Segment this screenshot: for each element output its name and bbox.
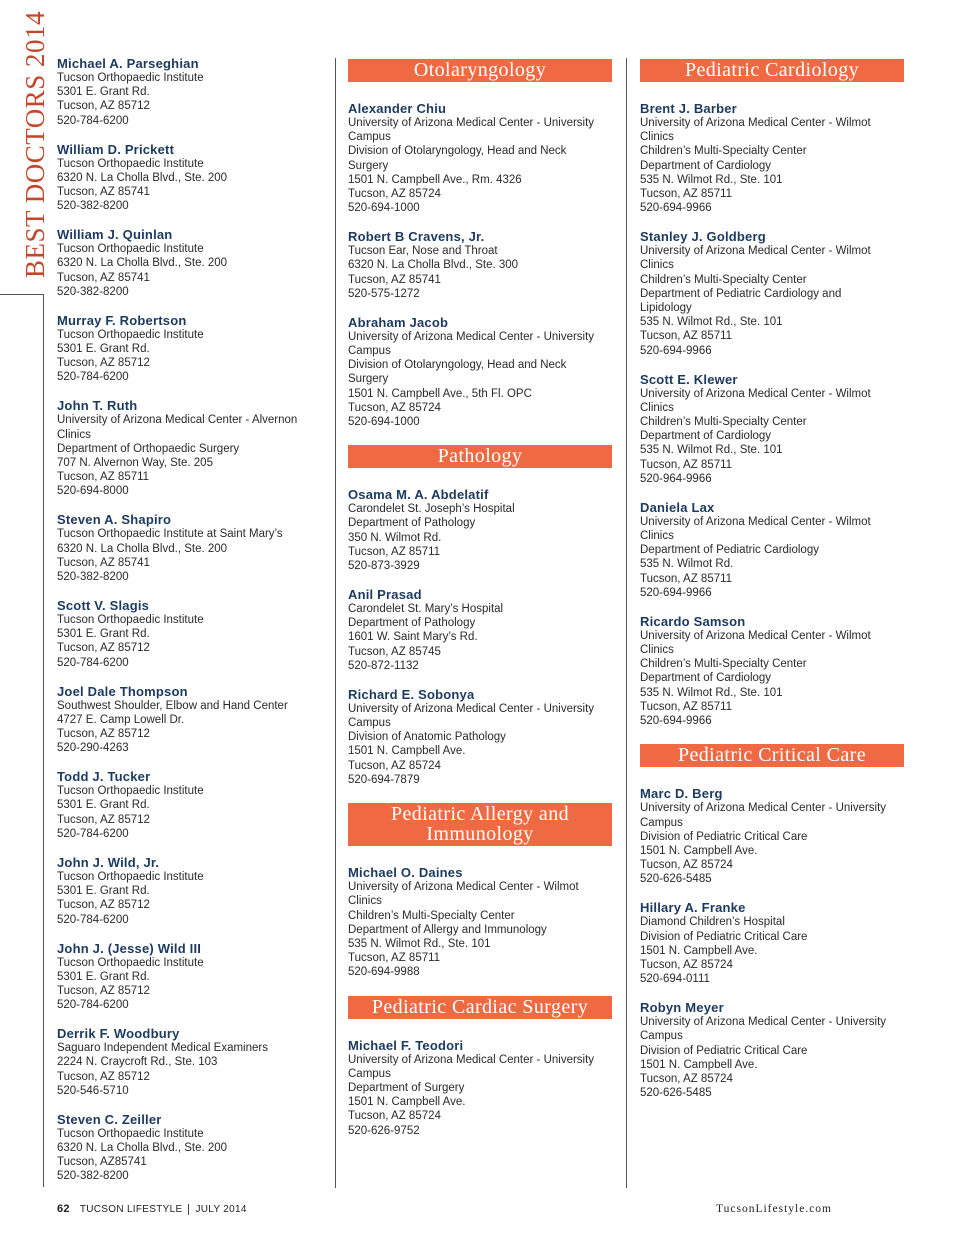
doctor-name: Osama M. A. Abdelatif xyxy=(348,487,489,503)
website-link[interactable]: TucsonLifestyle.com xyxy=(716,1203,832,1215)
doctor-detail-line: 520-784-6200 xyxy=(57,999,129,1012)
doctor-listing xyxy=(348,487,612,573)
doctor-listing xyxy=(348,865,612,979)
doctor-detail-line: Tucson, AZ 85745 xyxy=(348,645,441,658)
doctor-detail-line: Tucson Orthopaedic Institute xyxy=(57,72,204,84)
doctor-listing xyxy=(348,587,612,673)
doctor-detail-line: 520-694-1000 xyxy=(348,202,420,215)
doctor-detail-line: University of Arizona Medical Center - Wilmot xyxy=(640,629,871,642)
doctor-detail-line: Department of Cardiology xyxy=(640,159,772,172)
doctor-detail-line: Clinics xyxy=(57,428,91,441)
doctor-listing xyxy=(348,315,612,429)
section-title-vertical: BEST DOCTORS 2014 xyxy=(20,10,50,278)
doctor-detail-line: 520-694-9966 xyxy=(640,344,712,357)
doctor-detail-line: Campus xyxy=(348,717,391,730)
doctor-detail-line: Department of Allergy and Immunology xyxy=(348,923,547,936)
doctor-name: John J. (Jesse) Wild III xyxy=(57,940,202,956)
doctor-name: John T. Ruth xyxy=(57,398,138,414)
doctor-detail-line: Tucson, AZ 85741 xyxy=(348,273,441,286)
doctor-detail-line: Tucson, AZ 85741 xyxy=(57,556,150,569)
doctor-detail-line: 520-382-8200 xyxy=(57,1170,129,1183)
doctor-detail-line: Clinics xyxy=(640,644,674,657)
doctor-detail-line: 535 N. Wilmot Rd., Ste. 101 xyxy=(348,937,491,950)
doctor-listing xyxy=(57,1112,322,1184)
divider xyxy=(0,294,43,295)
doctor-detail-line: Department of Cardiology xyxy=(640,672,772,685)
column-divider xyxy=(43,294,44,1187)
doctor-detail-line: Southwest Shoulder, Elbow and Hand Center xyxy=(57,699,288,712)
doctor-listing xyxy=(348,229,612,301)
doctor-name: Michael O. Daines xyxy=(348,865,463,881)
doctor-detail-line: 520-694-9966 xyxy=(640,715,712,728)
doctor-detail-line: University of Arizona Medical Center - Wilmot xyxy=(640,515,871,528)
doctor-detail-line: 5301 E. Grant Rd. xyxy=(57,885,150,898)
doctor-name: Alexander Chiu xyxy=(348,101,447,116)
doctor-detail-line: Department of Pathology xyxy=(348,517,476,530)
doctor-detail-line: 520-694-8000 xyxy=(57,485,129,498)
doctor-detail-line: University of Arizona Medical Center - Wilmot xyxy=(640,117,871,129)
doctor-detail-line: Tucson, AZ 85712 xyxy=(57,1070,150,1083)
doctor-detail-line: Division of Otolaryngology, Head and Neck xyxy=(348,359,567,372)
doctor-name: Stanley J. Goldberg xyxy=(640,229,766,245)
doctor-listing xyxy=(640,101,904,215)
doctor-detail-line: 6320 N. La Cholla Blvd., Ste. 300 xyxy=(348,259,519,272)
doctor-detail-line: University of Arizona Medical Center - University xyxy=(348,1053,595,1066)
doctor-name: Ricardo Samson xyxy=(640,613,746,629)
doctor-detail-line: Tucson Orthopaedic Institute xyxy=(57,1127,204,1140)
doctor-name: William D. Prickett xyxy=(57,141,175,157)
doctor-detail-line: University of Arizona Medical Center - Wilmot xyxy=(348,881,579,894)
doctor-name: Marc D. Berg xyxy=(640,786,723,802)
doctor-detail-line: 520-694-9988 xyxy=(348,966,420,979)
doctor-detail-line: 1501 N. Campbell Ave. xyxy=(348,745,466,758)
doctor-detail-line: Tucson, AZ 85711 xyxy=(640,458,733,471)
doctor-detail-line: 520-964-9966 xyxy=(640,472,712,485)
listing-column-2 xyxy=(348,56,612,1152)
issue-date: JULY 2014 xyxy=(195,1204,247,1215)
listing-column-1 xyxy=(57,56,322,1197)
doctor-detail-line: Tucson Orthopaedic Institute xyxy=(57,956,204,969)
doctor-detail-line: Tucson Orthopaedic Institute xyxy=(57,785,204,798)
doctor-detail-line: 535 N. Wilmot Rd., Ste. 101 xyxy=(640,173,783,186)
doctor-listing xyxy=(348,101,612,215)
doctor-name: Hillary A. Franke xyxy=(640,900,746,916)
doctor-detail-line: Tucson, AZ 85712 xyxy=(57,813,150,826)
doctor-detail-line: Clinics xyxy=(640,259,674,272)
doctor-detail-line: 520-626-5485 xyxy=(640,1087,712,1100)
doctor-detail-line: 535 N. Wilmot Rd., Ste. 101 xyxy=(640,316,783,329)
doctor-detail-line: Department of Cardiology xyxy=(640,430,772,443)
doctor-detail-line: Tucson, AZ 85724 xyxy=(640,1072,733,1085)
doctor-detail-line: 5301 E. Grant Rd. xyxy=(57,799,150,812)
doctor-listing xyxy=(57,512,322,584)
specialty-header: Pediatric Cardiology xyxy=(640,59,904,82)
doctor-listing xyxy=(57,227,322,299)
doctor-name: John J. Wild, Jr. xyxy=(57,854,160,870)
doctor-detail-line: 520-694-1000 xyxy=(348,416,420,429)
specialty-header: Pediatric Cardiac Surgery xyxy=(348,996,612,1019)
doctor-detail-line: Tucson Orthopaedic Institute xyxy=(57,328,204,341)
doctor-detail-line: Tucson, AZ 85741 xyxy=(57,186,150,199)
doctor-listing xyxy=(57,598,322,670)
doctor-listing xyxy=(640,900,904,986)
doctor-listing xyxy=(57,313,322,385)
doctor-name: Anil Prasad xyxy=(348,587,422,603)
doctor-listing xyxy=(57,769,322,841)
doctor-name: Scott V. Slagis xyxy=(57,598,150,614)
doctor-detail-line: Department of Surgery xyxy=(348,1081,465,1094)
doctor-detail-line: Department of Pediatric Cardiology and xyxy=(640,287,842,300)
doctor-listing xyxy=(348,1038,612,1138)
doctor-listing xyxy=(57,684,322,756)
doctor-name: Daniela Lax xyxy=(640,499,715,515)
doctor-detail-line: Children’s Multi-Specialty Center xyxy=(640,416,807,429)
doctor-listing xyxy=(640,229,904,358)
doctor-detail-line: Children’s Multi-Specialty Center xyxy=(640,145,807,158)
doctor-detail-line: Tucson, AZ 85724 xyxy=(640,958,733,971)
doctor-detail-line: Tucson, AZ 85712 xyxy=(57,642,150,655)
doctor-detail-line: Tucson, AZ 85711 xyxy=(348,952,441,965)
doctor-detail-line: University of Arizona Medical Center - University xyxy=(640,802,887,815)
specialty-header: Pediatric Critical Care xyxy=(640,744,904,767)
doctor-detail-line: Tucson Orthopaedic Institute at Saint Mary’s xyxy=(57,528,283,541)
doctor-name: Richard E. Sobonya xyxy=(348,686,475,702)
doctor-detail-line: Tucson, AZ 85724 xyxy=(348,188,441,201)
doctor-listing xyxy=(640,786,904,886)
doctor-detail-line: 5301 E. Grant Rd. xyxy=(57,86,150,99)
doctor-detail-line: 6320 N. La Cholla Blvd., Ste. 200 xyxy=(57,542,228,555)
doctor-detail-line: Tucson, AZ 85741 xyxy=(57,271,150,284)
doctor-detail-line: Campus xyxy=(640,816,683,829)
doctor-name: Robyn Meyer xyxy=(640,1000,724,1016)
column-divider xyxy=(335,58,336,1188)
doctor-detail-line: 535 N. Wilmot Rd., Ste. 101 xyxy=(640,444,783,457)
doctor-detail-line: 520-575-1272 xyxy=(348,287,420,300)
doctor-detail-line: Tucson Orthopaedic Institute xyxy=(57,614,204,627)
doctor-detail-line: Department of Orthopaedic Surgery xyxy=(57,442,240,455)
listing-column-3 xyxy=(640,56,904,1114)
divider xyxy=(188,1204,189,1215)
doctor-detail-line: 4727 E. Camp Lowell Dr. xyxy=(57,713,185,726)
doctor-detail-line: Tucson, AZ 85711 xyxy=(640,188,733,201)
doctor-detail-line: Tucson, AZ85741 xyxy=(57,1156,147,1169)
doctor-detail-line: University of Arizona Medical Center - University xyxy=(640,1016,887,1029)
page-number: 62 xyxy=(57,1203,70,1215)
doctor-detail-line: Tucson, AZ 85724 xyxy=(348,759,441,772)
doctor-listing xyxy=(640,1000,904,1100)
doctor-detail-line: Tucson, AZ 85711 xyxy=(348,545,441,558)
doctor-detail-line: Campus xyxy=(348,345,391,358)
doctor-detail-line: 520-784-6200 xyxy=(57,827,129,840)
specialty-header: Otolaryngology xyxy=(348,59,612,82)
doctor-detail-line: 520-546-5710 xyxy=(57,1084,129,1097)
doctor-name: Robert B Cravens, Jr. xyxy=(348,229,485,245)
doctor-name: Murray F. Robertson xyxy=(57,312,187,328)
doctor-detail-line: 520-290-4263 xyxy=(57,742,129,755)
doctor-detail-line: Tucson, AZ 85724 xyxy=(348,401,441,414)
doctor-detail-line: Tucson, AZ 85711 xyxy=(640,572,733,585)
specialty-header: Pathology xyxy=(348,445,612,468)
doctor-detail-line: Campus xyxy=(348,1067,391,1080)
doctor-listing xyxy=(640,372,904,486)
doctor-detail-line: Tucson, AZ 85712 xyxy=(57,984,150,997)
doctor-detail-line: Children’s Multi-Specialty Center xyxy=(348,909,515,922)
doctor-detail-line: 520-694-9966 xyxy=(640,202,712,215)
doctor-detail-line: University of Arizona Medical Center - Wilmot xyxy=(640,387,871,400)
doctor-name: Steven C. Zeiller xyxy=(57,1111,162,1127)
doctor-detail-line: Lipidology xyxy=(640,302,692,315)
doctor-detail-line: 520-784-6200 xyxy=(57,114,129,127)
doctor-detail-line: Clinics xyxy=(640,401,674,414)
doctor-detail-line: Division of Pediatric Critical Care xyxy=(640,1044,808,1057)
doctor-detail-line: Tucson, AZ 85712 xyxy=(57,899,150,912)
doctor-name: Steven A. Shapiro xyxy=(57,512,172,528)
doctor-detail-line: 520-694-7879 xyxy=(348,773,420,786)
doctor-detail-line: 520-382-8200 xyxy=(57,571,129,584)
doctor-detail-line: 520-626-5485 xyxy=(640,873,712,886)
doctor-detail-line: Division of Pediatric Critical Care xyxy=(640,830,808,843)
doctor-detail-line: Tucson, AZ 85712 xyxy=(57,357,150,370)
doctor-detail-line: Clinics xyxy=(640,131,674,144)
doctor-detail-line: 520-784-6200 xyxy=(57,656,129,669)
doctor-detail-line: Division of Pediatric Critical Care xyxy=(640,930,808,943)
doctor-detail-line: Tucson Orthopaedic Institute xyxy=(57,243,204,256)
doctor-name: Scott E. Klewer xyxy=(640,371,738,387)
doctor-listing xyxy=(640,500,904,600)
doctor-detail-line: Tucson, AZ 85711 xyxy=(640,700,733,713)
doctor-detail-line: 707 N. Alvernon Way, Ste. 205 xyxy=(57,457,213,470)
doctor-detail-line: 520-872-1132 xyxy=(348,659,419,672)
doctor-detail-line: Tucson, AZ 85724 xyxy=(640,859,733,872)
doctor-detail-line: 5301 E. Grant Rd. xyxy=(57,343,150,356)
doctor-detail-line: 6320 N. La Cholla Blvd., Ste. 200 xyxy=(57,257,228,270)
doctor-detail-line: University of Arizona Medical Center - Alvernon xyxy=(57,414,298,427)
doctor-detail-line: 520-626-9752 xyxy=(348,1124,420,1137)
doctor-name: Todd J. Tucker xyxy=(57,769,151,785)
doctor-detail-line: Tucson, AZ 85711 xyxy=(640,330,733,343)
doctor-detail-line: Department of Pathology xyxy=(348,617,476,630)
doctor-detail-line: Saguaro Independent Medical Examiners xyxy=(57,1042,268,1055)
doctor-detail-line: University of Arizona Medical Center - Wilmot xyxy=(640,245,871,258)
doctor-detail-line: 6320 N. La Cholla Blvd., Ste. 200 xyxy=(57,171,228,184)
doctor-name: William J. Quinlan xyxy=(57,227,173,243)
doctor-detail-line: 520-873-3929 xyxy=(348,560,420,573)
doctor-detail-line: Division of Otolaryngology, Head and Neck xyxy=(348,145,567,158)
doctor-detail-line: Carondelet St. Joseph’s Hospital xyxy=(348,503,515,516)
doctor-detail-line: Tucson, AZ 85724 xyxy=(348,1110,441,1123)
doctor-detail-line: Division of Anatomic Pathology xyxy=(348,731,506,744)
doctor-detail-line: 350 N. Wilmot Rd. xyxy=(348,531,442,544)
doctor-detail-line: 2224 N. Craycroft Rd., Ste. 103 xyxy=(57,1056,218,1069)
doctor-detail-line: Carondelet St. Mary’s Hospital xyxy=(348,603,504,616)
doctor-detail-line: 1601 W. Saint Mary’s Rd. xyxy=(348,631,478,644)
doctor-detail-line: University of Arizona Medical Center - University xyxy=(348,330,595,343)
doctor-listing xyxy=(57,855,322,927)
doctor-detail-line: 1501 N. Campbell Ave., Rm. 4326 xyxy=(348,173,522,186)
doctor-detail-line: Tucson, AZ 85711 xyxy=(57,471,150,484)
doctor-detail-line: University of Arizona Medical Center - University xyxy=(348,702,595,715)
doctor-listing xyxy=(57,941,322,1013)
specialty-header: Pediatric Allergy and Immunology xyxy=(348,803,612,846)
doctor-detail-line: 520-784-6200 xyxy=(57,371,129,384)
doctor-detail-line: 1501 N. Campbell Ave., 5th Fl. OPC xyxy=(348,387,532,400)
doctor-detail-line: 6320 N. La Cholla Blvd., Ste. 200 xyxy=(57,1141,228,1154)
doctor-name: Abraham Jacob xyxy=(348,314,449,330)
doctor-listing xyxy=(57,56,322,128)
doctor-detail-line: Campus xyxy=(640,1030,683,1043)
doctor-detail-line: Tucson, AZ 85712 xyxy=(57,100,150,113)
doctor-detail-line: Tucson Orthopaedic Institute xyxy=(57,870,204,883)
doctor-detail-line: Surgery xyxy=(348,159,389,172)
doctor-detail-line: Campus xyxy=(348,131,391,144)
doctor-detail-line: 5301 E. Grant Rd. xyxy=(57,970,150,983)
doctor-listing xyxy=(57,142,322,214)
column-divider xyxy=(626,58,627,1188)
doctor-listing xyxy=(348,687,612,787)
doctor-detail-line: Children’s Multi-Specialty Center xyxy=(640,658,807,671)
doctor-detail-line: University of Arizona Medical Center - University xyxy=(348,117,595,129)
doctor-name: Derrik F. Woodbury xyxy=(57,1026,180,1042)
doctor-listing xyxy=(57,1026,322,1098)
doctor-detail-line: 1501 N. Campbell Ave. xyxy=(640,1058,758,1071)
magazine-name: TUCSON LIFESTYLE xyxy=(79,1204,183,1215)
doctor-detail-line: 520-694-0111 xyxy=(640,973,710,986)
doctor-detail-line: 520-382-8200 xyxy=(57,285,129,298)
footer-left xyxy=(57,1203,247,1215)
doctor-detail-line: 5301 E. Grant Rd. xyxy=(57,628,150,641)
doctor-detail-line: Tucson Ear, Nose and Throat xyxy=(348,245,498,258)
doctor-detail-line: 520-784-6200 xyxy=(57,913,129,926)
doctor-detail-line: Clinics xyxy=(348,895,382,908)
doctor-detail-line: 520-382-8200 xyxy=(57,200,129,213)
doctor-detail-line: Children’s Multi-Specialty Center xyxy=(640,273,807,286)
doctor-detail-line: 535 N. Wilmot Rd. xyxy=(640,558,734,571)
doctor-detail-line: Diamond Children’s Hospital xyxy=(640,916,785,929)
doctor-detail-line: 1501 N. Campbell Ave. xyxy=(640,944,758,957)
doctor-detail-line: Tucson Orthopaedic Institute xyxy=(57,157,204,170)
doctor-detail-line: Surgery xyxy=(348,373,389,386)
doctor-listing xyxy=(640,614,904,728)
doctor-detail-line: Tucson, AZ 85712 xyxy=(57,728,150,741)
doctor-detail-line: Department of Pediatric Cardiology xyxy=(640,544,819,557)
doctor-name: Brent J. Barber xyxy=(640,101,737,116)
doctor-detail-line: 535 N. Wilmot Rd., Ste. 101 xyxy=(640,686,783,699)
doctor-name: Michael F. Teodori xyxy=(348,1037,464,1053)
doctor-detail-line: 1501 N. Campbell Ave. xyxy=(640,844,758,857)
doctor-listing xyxy=(57,398,322,498)
doctor-detail-line: Clinics xyxy=(640,530,674,543)
doctor-name: Michael A. Parseghian xyxy=(57,56,199,71)
doctor-detail-line: 520-694-9966 xyxy=(640,586,712,599)
doctor-detail-line: 1501 N. Campbell Ave. xyxy=(348,1096,466,1109)
doctor-name: Joel Dale Thompson xyxy=(57,683,188,699)
